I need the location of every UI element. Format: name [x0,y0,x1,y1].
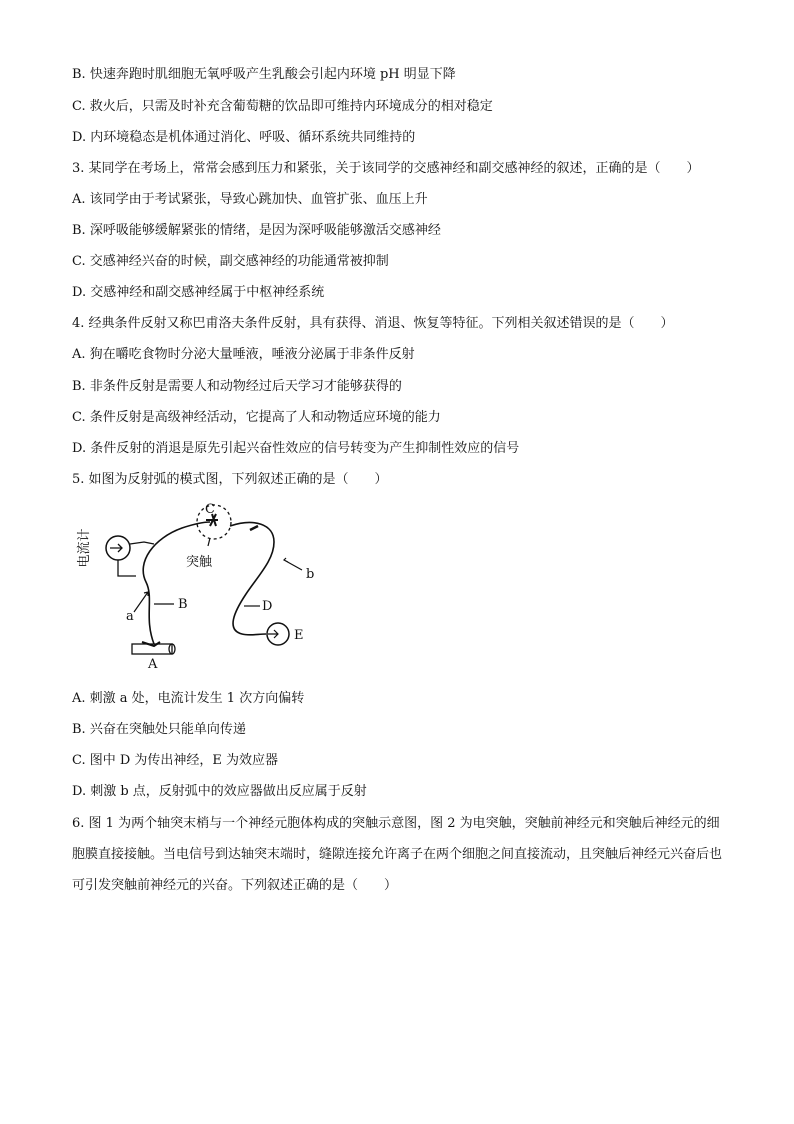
label-E: E [294,628,304,643]
reflex-arc-diagram [74,498,354,678]
option-4b: B. 非条件反射是需要人和动物经过后天学习才能够获得的 [72,379,402,394]
option-1d: D. 内环境稳态是机体通过消化、呼吸、循环系统共同维持的 [72,130,416,145]
arrow-b [284,558,302,570]
galvanometer-needle [110,544,122,552]
question-3: 3. 某同学在考场上，常常会感到压力和紧张，关于该同学的交感神经和副交感神经的叙述，正确的是（ ） [72,161,700,176]
afferent-nerve [143,522,210,644]
galvanometer-wire-bottom [118,560,136,576]
option-1b: B. 快速奔跑时肌细胞无氧呼吸产生乳酸会引起内环境 pH 明显下降 [72,67,456,82]
galvanometer-label: 电流计 [77,528,92,568]
label-D: D [262,599,273,614]
question-6: 6. 图 1 为两个轴突末梢与一个神经元胞体构成的突触示意图，图 2 为电突触，突触前神经元和突触后神经元的细胞膜直接接触。当电信号到达轴突末端时，缝隙连接允许离子在两个细胞之间直接流动，且突触后神经元兴奋后也可引发突触前神经元的兴奋。下列叙述正确的是（ ） [72,816,723,893]
option-5c: C. 图中 D 为传出神经，E 为效应器 [72,753,279,768]
label-synapse: 突触 [186,555,213,570]
label-b: b [306,567,315,582]
arrow-a [134,592,148,612]
option-3c: C. 交感神经兴奋的时候，副交感神经的功能通常被抑制 [72,254,389,269]
option-5a: A. 刺激 a 处，电流计发生 1 次方向偏转 [72,691,305,706]
option-5d: D. 刺激 b 点，反射弧中的效应器做出反应属于反射 [72,784,367,799]
question-5: 5. 如图为反射弧的模式图，下列叙述正确的是（ ） [72,472,388,487]
label-A: A [148,657,158,672]
question-4: 4. 经典条件反射又称巴甫洛夫条件反射，具有获得、消退、恢复等特征。下列相关叙述错误的是（ ） [72,316,674,331]
synapse-pointer [208,538,210,546]
option-1c: C. 救火后，只需及时补充含葡萄糖的饮品即可维持内环境成分的相对稳定 [72,99,493,114]
efferent-node [250,526,258,530]
option-3a: A. 该同学由于考试紧张，导致心跳加快、血管扩张、血压上升 [72,192,428,207]
label-C: C [205,502,215,517]
reflex-arc-figure [74,498,354,678]
label-B: B [178,597,188,612]
effector-arrow [268,630,278,638]
galvanometer-wire-top [130,542,154,544]
option-3b: B. 深呼吸能够缓解紧张的情绪，是因为深呼吸能够激活交感神经 [72,223,441,238]
option-3d: D. 交感神经和副交感神经属于中枢神经系统 [72,285,325,300]
option-4c: C. 条件反射是高级神经活动，它提高了人和动物适应环境的能力 [72,410,441,425]
option-4d: D. 条件反射的消退是原先引起兴奋性效应的信号转变为产生抑制性效应的信号 [72,441,520,456]
label-a: a [126,609,134,624]
option-4a: A. 狗在嚼吃食物时分泌大量唾液，唾液分泌属于非条件反射 [72,347,415,362]
option-5b: B. 兴奋在突触处只能单向传递 [72,722,246,737]
efferent-nerve [230,523,274,635]
